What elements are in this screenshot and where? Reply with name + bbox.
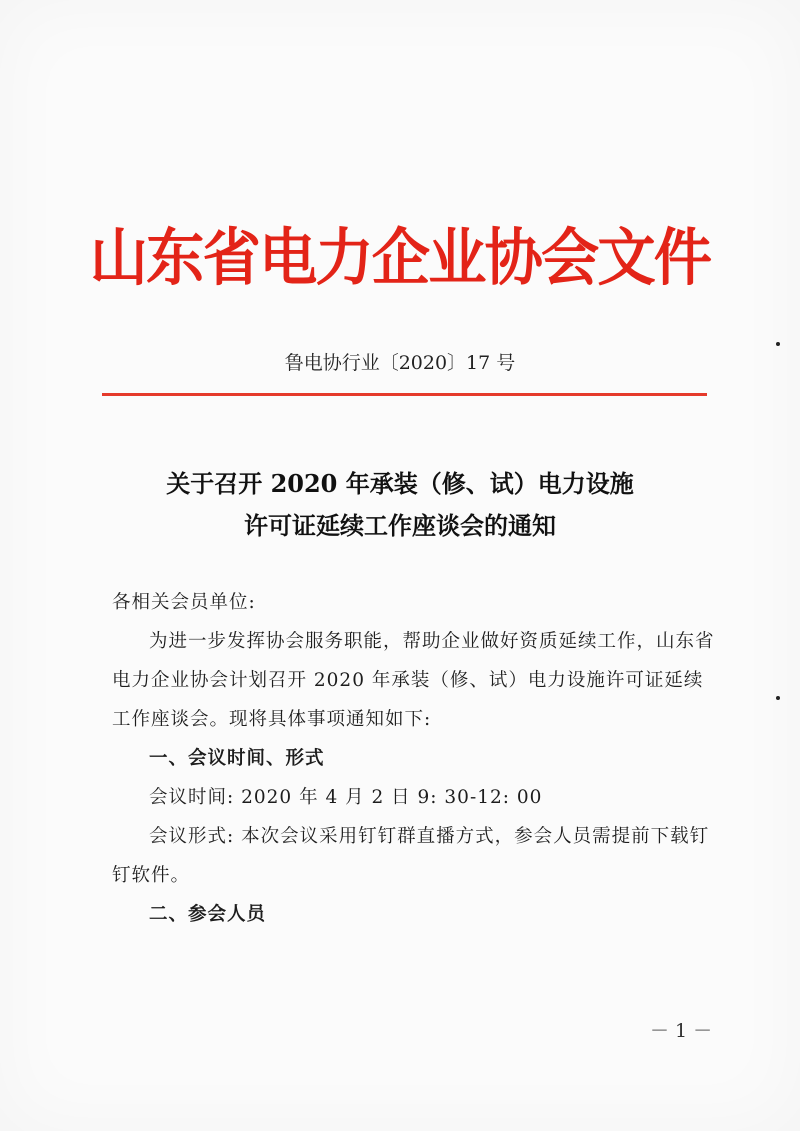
intro-paragraph: 为进一步发挥协会服务职能，帮助企业做好资质延续工作，山东省电力企业协会计划召开 2020 年承装（修、试）电力设施许可证延续工作座谈会。现将具体事项通知如下:: [112, 631, 715, 730]
salutation: 各相关会员单位:: [112, 592, 256, 613]
scan-speck: [776, 342, 780, 346]
red-divider-rule: [102, 393, 707, 396]
scan-speck: [776, 696, 780, 700]
notice-body: [112, 583, 722, 934]
section-heading-1: 一、会议时间、形式: [149, 748, 325, 769]
notice-title-line-1: 关于召开 2020 年承装（修、试）电力设施: [166, 469, 634, 498]
notice-title-line-2: 许可证延续工作座谈会的通知: [244, 511, 556, 540]
meeting-format: 会议形式: 本次会议采用钉钉群直播方式，参会人员需提前下载钉钉软件。: [112, 826, 710, 886]
meeting-time: 会议时间: 2020 年 4 月 2 日 9: 30-12: 00: [149, 787, 543, 808]
notice-title: [0, 463, 800, 547]
issuer-header-title: 山东省电力企业协会文件: [89, 221, 711, 294]
section-heading-2: 二、参会人员: [149, 904, 267, 925]
page-number: － 1 －: [650, 1020, 713, 1042]
document-number: 鲁电协行业〔2020〕17 号: [284, 352, 516, 374]
